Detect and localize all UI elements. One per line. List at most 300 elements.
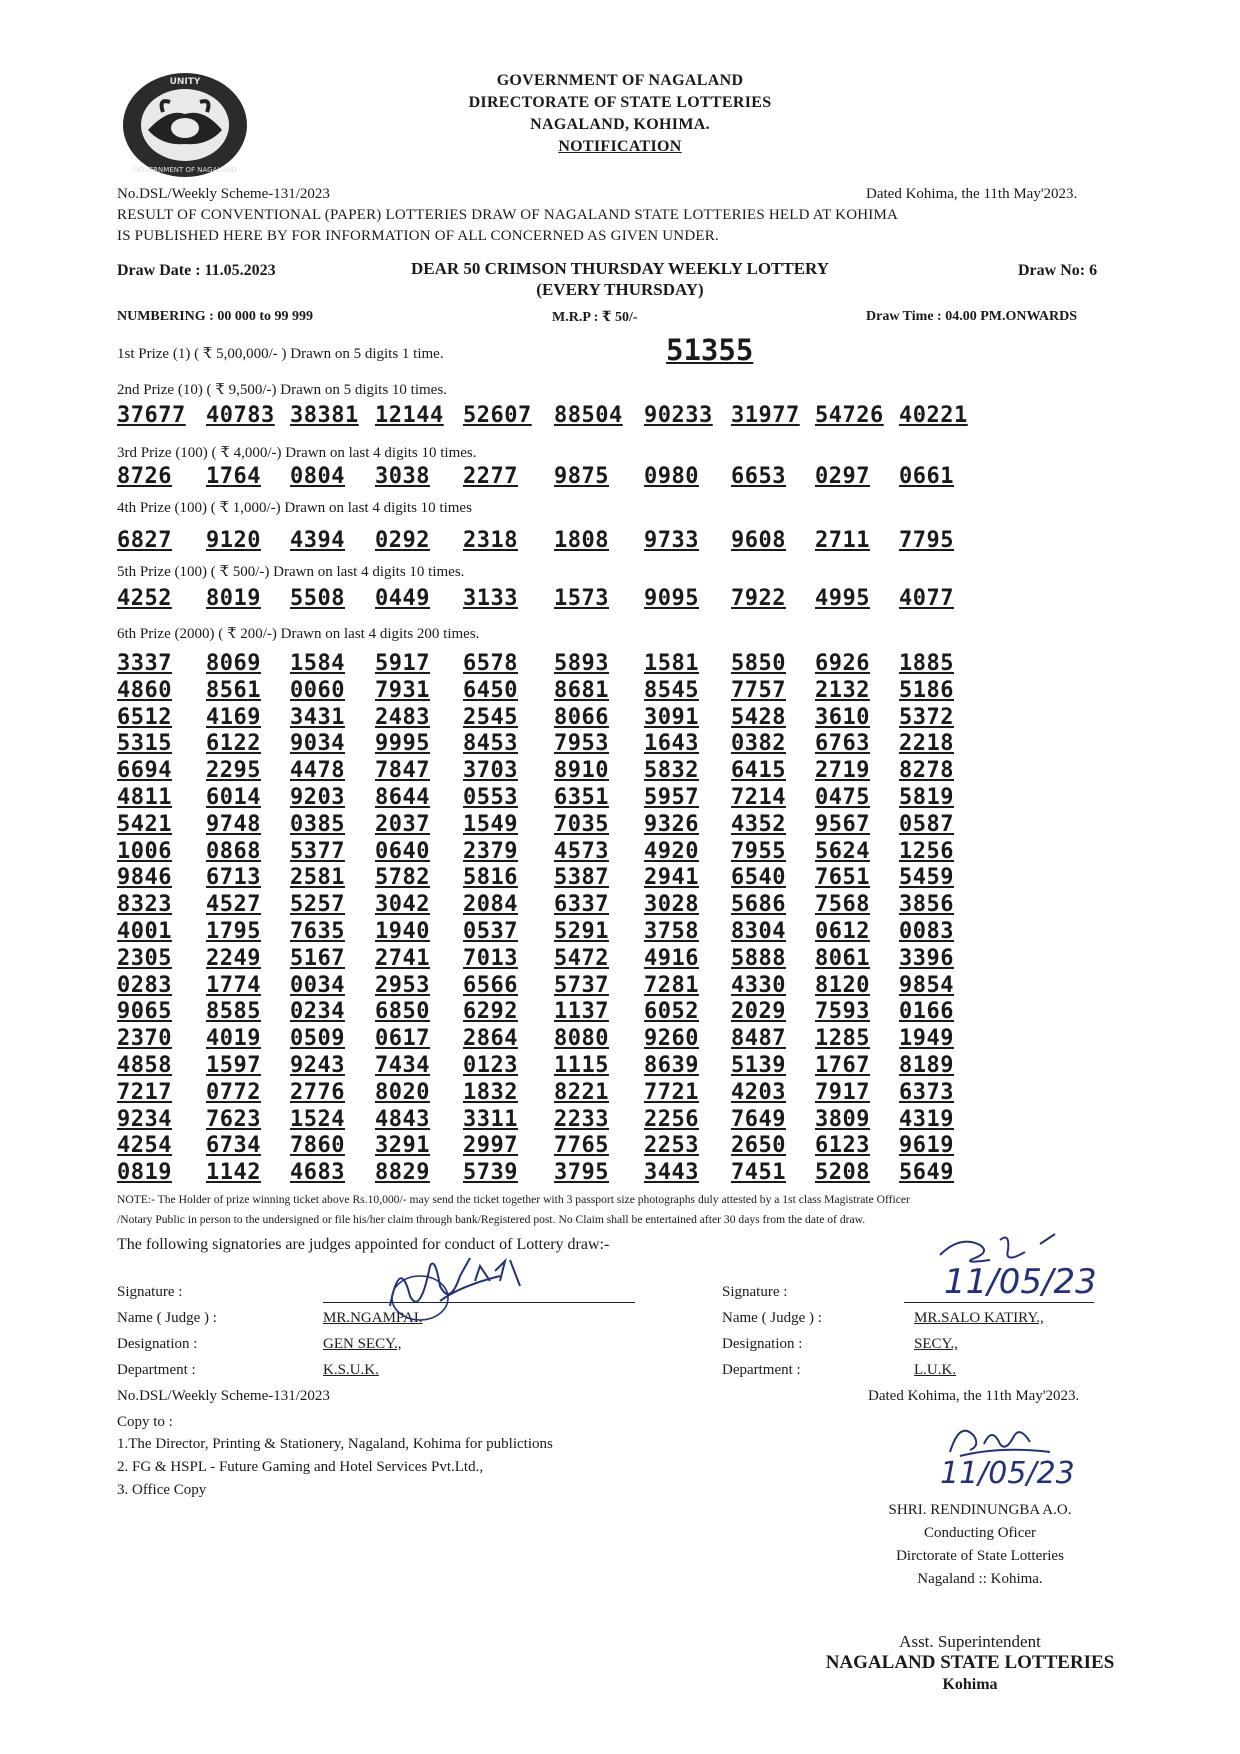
winning-number: 1832 <box>463 1079 518 1105</box>
winning-number: 6578 <box>463 651 518 676</box>
winning-number: 2233 <box>554 1106 609 1132</box>
winning-number: 8189 <box>899 1053 954 1078</box>
winning-number: 3038 <box>375 464 430 489</box>
winning-number: 9326 <box>644 811 699 837</box>
winning-number: 7623 <box>206 1106 261 1132</box>
winning-number: 2650 <box>731 1133 786 1159</box>
winning-number: 9608 <box>731 528 786 553</box>
winning-number: 7013 <box>463 945 518 971</box>
winning-number: 0385 <box>290 811 345 837</box>
result-statement-line1: RESULT OF CONVENTIONAL (PAPER) LOTTERIES DRAW OF NAGALAND STATE LOTTERIES HELD AT KOHIMA <box>117 207 899 223</box>
winning-number: 7035 <box>554 811 609 837</box>
header-location: NAGALAND, KOHIMA. <box>530 116 710 133</box>
winning-number: 0449 <box>375 586 430 611</box>
winning-number: 9065 <box>117 999 172 1025</box>
signature-line <box>904 1302 1094 1303</box>
winning-number: 7922 <box>731 586 786 611</box>
winning-number: 1643 <box>644 731 699 757</box>
winning-number: 5737 <box>554 972 609 998</box>
winning-number: 7847 <box>375 758 430 784</box>
winning-number: 8069 <box>206 651 261 676</box>
winning-number: 37677 <box>117 403 186 428</box>
winning-number: 3758 <box>644 919 699 944</box>
winning-number: 1137 <box>554 999 609 1025</box>
winning-number: 2218 <box>899 731 954 757</box>
winning-number: 40783 <box>206 403 275 428</box>
officer-department: Dirctorate of State Lotteries <box>896 1548 1064 1564</box>
winning-number: 7953 <box>554 731 609 757</box>
winning-number: 8304 <box>731 919 786 944</box>
copy-item-2: 2. FG & HSPL - Future Gaming and Hotel Services Pvt.Ltd., <box>117 1459 484 1475</box>
winning-number: 1808 <box>554 528 609 553</box>
winning-number: 0034 <box>290 972 345 998</box>
designation-label: Designation : <box>117 1336 198 1352</box>
winning-number: 2581 <box>290 865 345 891</box>
winning-number: 4843 <box>375 1106 430 1132</box>
winning-number: 8278 <box>899 758 954 784</box>
sixth-prize-label: 6th Prize (2000) ( ₹ 200/-) Drawn on last 4 digits 200 times. <box>117 626 480 642</box>
winning-number: 5893 <box>554 651 609 676</box>
winning-number: 2379 <box>463 838 518 864</box>
winning-number: 6373 <box>899 1079 954 1105</box>
winning-number: 7757 <box>731 677 786 703</box>
winning-number: 9995 <box>375 731 430 757</box>
winning-number: 4527 <box>206 892 261 918</box>
copy-to-label: Copy to : <box>117 1414 173 1430</box>
winning-number: 12144 <box>375 403 444 428</box>
winning-number: 5257 <box>290 892 345 918</box>
winning-number: 1885 <box>899 651 954 676</box>
winning-number: 6694 <box>117 758 172 784</box>
winning-number: 1795 <box>206 919 261 944</box>
winning-number: 0804 <box>290 464 345 489</box>
winning-number: 5291 <box>554 919 609 944</box>
lottery-title-sub: (EVERY THURSDAY) <box>536 280 704 299</box>
winning-number: 7593 <box>815 999 870 1025</box>
winning-number: 3431 <box>290 704 345 730</box>
winning-number: 4683 <box>290 1160 345 1186</box>
winning-number: 9846 <box>117 865 172 891</box>
winning-number: 8585 <box>206 999 261 1025</box>
winning-number: 1115 <box>554 1053 609 1078</box>
winning-number: 0234 <box>290 999 345 1025</box>
officer-name: SHRI. RENDINUNGBA A.O. <box>888 1502 1072 1518</box>
winning-number: 2029 <box>731 999 786 1025</box>
first-prize-number: 51355 <box>666 333 754 367</box>
winning-number: 8644 <box>375 785 430 810</box>
winning-number: 1774 <box>206 972 261 998</box>
signature-label: Signature : <box>117 1284 183 1300</box>
winning-number: 4858 <box>117 1053 172 1078</box>
winning-number: 5428 <box>731 704 786 730</box>
winning-number: 1256 <box>899 838 954 864</box>
winning-number: 5139 <box>731 1053 786 1078</box>
winning-number: 3133 <box>463 586 518 611</box>
winning-number: 7765 <box>554 1133 609 1159</box>
winning-number: 1142 <box>206 1160 261 1186</box>
winning-number: 1584 <box>290 651 345 676</box>
department-label: Department : <box>722 1362 801 1378</box>
winning-number: 2277 <box>463 464 518 489</box>
winning-number: 8120 <box>815 972 870 998</box>
winning-number: 5372 <box>899 704 954 730</box>
winning-number: 1581 <box>644 651 699 676</box>
winning-number: 6566 <box>463 972 518 998</box>
winning-number: 4860 <box>117 677 172 703</box>
winning-number: 8829 <box>375 1160 430 1186</box>
winning-number: 3396 <box>899 945 954 971</box>
winning-number: 2253 <box>644 1133 699 1159</box>
winning-number: 0083 <box>899 919 954 944</box>
government-seal-icon <box>118 68 252 182</box>
judges-intro: The following signatories are judges appointed for conduct of Lottery draw:- <box>117 1236 610 1253</box>
winning-number: 4001 <box>117 919 172 944</box>
handwritten-date-officer: 11/05/23 <box>940 1456 1075 1491</box>
winning-number: 1573 <box>554 586 609 611</box>
winning-number: 2483 <box>375 704 430 730</box>
winning-number: 5459 <box>899 865 954 891</box>
winning-number: 9095 <box>644 586 699 611</box>
winning-number: 5832 <box>644 758 699 784</box>
winning-number: 6292 <box>463 999 518 1025</box>
signature-label: Signature : <box>722 1284 788 1300</box>
winning-number: 5917 <box>375 651 430 676</box>
winning-number: 0868 <box>206 838 261 864</box>
winning-number: 8639 <box>644 1053 699 1078</box>
winning-number: 40221 <box>899 403 968 428</box>
winning-number: 6415 <box>731 758 786 784</box>
winning-number: 4319 <box>899 1106 954 1132</box>
winning-number: 6122 <box>206 731 261 757</box>
winning-number: 4573 <box>554 838 609 864</box>
winning-number: 3337 <box>117 651 172 676</box>
winning-number: 4916 <box>644 945 699 971</box>
judge-name: MR.SALO KATIRY., <box>914 1310 1044 1326</box>
winning-number: 0123 <box>463 1053 518 1078</box>
winning-number: 52607 <box>463 403 532 428</box>
winning-number: 9567 <box>815 811 870 837</box>
winning-number: 2318 <box>463 528 518 553</box>
winning-number: 9733 <box>644 528 699 553</box>
winning-number: 1940 <box>375 919 430 944</box>
winning-number: 0509 <box>290 1026 345 1052</box>
winning-number: 7568 <box>815 892 870 918</box>
winning-number: 0772 <box>206 1079 261 1105</box>
winning-number: 3703 <box>463 758 518 784</box>
winning-number: 0060 <box>290 677 345 703</box>
winning-number: 6713 <box>206 865 261 891</box>
second-prize-label: 2nd Prize (10) ( ₹ 9,500/-) Drawn on 5 digits 10 times. <box>117 382 447 398</box>
winning-number: 4019 <box>206 1026 261 1052</box>
copy-item-3: 3. Office Copy <box>117 1482 207 1498</box>
winning-number: 6052 <box>644 999 699 1025</box>
fifth-prize-label: 5th Prize (100) ( ₹ 500/-) Drawn on last 4 digits 10 times. <box>117 564 465 580</box>
winning-number: 3610 <box>815 704 870 730</box>
winning-number: 7281 <box>644 972 699 998</box>
winning-number: 6540 <box>731 865 786 891</box>
winning-number: 8453 <box>463 731 518 757</box>
winning-number: 0819 <box>117 1160 172 1186</box>
winning-number: 2084 <box>463 892 518 918</box>
winning-number: 9243 <box>290 1053 345 1078</box>
judge-name-label: Name ( Judge ) : <box>722 1310 822 1326</box>
winning-number: 2295 <box>206 758 261 784</box>
header-notification: NOTIFICATION <box>558 138 682 155</box>
winning-number: 1949 <box>899 1026 954 1052</box>
winning-number: 5167 <box>290 945 345 971</box>
winning-number: 0617 <box>375 1026 430 1052</box>
winning-number: 90233 <box>644 403 713 428</box>
winning-number: 7651 <box>815 865 870 891</box>
judge-department: K.S.U.K. <box>323 1362 379 1378</box>
winning-number: 5850 <box>731 651 786 676</box>
winning-number: 7217 <box>117 1079 172 1105</box>
header-government: GOVERNMENT OF NAGALAND <box>496 72 744 89</box>
winning-number: 8726 <box>117 464 172 489</box>
winning-number: 2249 <box>206 945 261 971</box>
winning-number: 5421 <box>117 811 172 837</box>
winning-number: 3809 <box>815 1106 870 1132</box>
winning-number: 5387 <box>554 865 609 891</box>
winning-number: 0980 <box>644 464 699 489</box>
officer-place: Nagaland :: Kohima. <box>917 1571 1043 1587</box>
judge-designation: GEN SECY., <box>323 1336 402 1352</box>
winning-number: 3291 <box>375 1133 430 1159</box>
header-directorate: DIRECTORATE OF STATE LOTTERIES <box>468 94 772 111</box>
claim-note-line2: /Notary Public in person to the undersigned or file his/her claim through bank/Registered post. No Claim shall be entertained after 30 days from the date of draw. <box>117 1213 866 1226</box>
winning-number: 2997 <box>463 1133 518 1159</box>
winning-number: 0640 <box>375 838 430 864</box>
winning-number: 7931 <box>375 677 430 703</box>
winning-number: 8910 <box>554 758 609 784</box>
winning-number: 2711 <box>815 528 870 553</box>
winning-number: 8487 <box>731 1026 786 1052</box>
winning-number: 2864 <box>463 1026 518 1052</box>
draw-date: Draw Date : 11.05.2023 <box>117 262 276 279</box>
winning-number: 9203 <box>290 785 345 810</box>
winning-number: 2256 <box>644 1106 699 1132</box>
winning-number: 54726 <box>815 403 884 428</box>
winning-number: 9234 <box>117 1106 172 1132</box>
svg-text:UNITY: UNITY <box>169 77 201 87</box>
winning-number: 2545 <box>463 704 518 730</box>
winning-number: 88504 <box>554 403 623 428</box>
winning-number: 6450 <box>463 677 518 703</box>
third-prize-label: 3rd Prize (100) ( ₹ 4,000/-) Drawn on last 4 digits 10 times. <box>117 445 477 461</box>
winning-number: 0292 <box>375 528 430 553</box>
winning-number: 0283 <box>117 972 172 998</box>
winning-number: 3091 <box>644 704 699 730</box>
winning-number: 2037 <box>375 811 430 837</box>
winning-number: 9875 <box>554 464 609 489</box>
winning-number: 8221 <box>554 1079 609 1105</box>
winning-number: 2741 <box>375 945 430 971</box>
footer-dated: Dated Kohima, the 11th May'2023. <box>868 1388 1080 1404</box>
winning-number: 5782 <box>375 865 430 891</box>
department-label: Department : <box>117 1362 196 1378</box>
judge-designation: SECY., <box>914 1336 958 1352</box>
claim-note-line1: NOTE:- The Holder of prize winning ticket above Rs.10,000/- may send the ticket together with 3 passport size photographs duly attested by a 1st class Magistrate Officer <box>117 1193 910 1206</box>
winning-number: 6653 <box>731 464 786 489</box>
winning-number: 8080 <box>554 1026 609 1052</box>
winning-number: 6763 <box>815 731 870 757</box>
winning-number: 6337 <box>554 892 609 918</box>
winning-number: 6123 <box>815 1133 870 1159</box>
judge-name: MR.NGAMPAI. <box>323 1310 423 1326</box>
winning-number: 9034 <box>290 731 345 757</box>
judge-name-label: Name ( Judge ) : <box>117 1310 217 1326</box>
claim-note <box>117 1190 1117 1230</box>
winning-number: 0553 <box>463 785 518 810</box>
footer-reference: No.DSL/Weekly Scheme-131/2023 <box>117 1388 330 1404</box>
stamp-line-1: Asst. Superintendent <box>899 1632 1041 1651</box>
winning-number: 4811 <box>117 785 172 810</box>
winning-number: 0537 <box>463 919 518 944</box>
winning-number: 4394 <box>290 528 345 553</box>
draw-number: Draw No: 6 <box>1018 262 1098 279</box>
winning-number: 4352 <box>731 811 786 837</box>
handwritten-signature-left <box>380 1246 530 1326</box>
dated-line: Dated Kohima, the 11th May'2023. <box>866 186 1078 202</box>
winning-number: 4077 <box>899 586 954 611</box>
winning-number: 5739 <box>463 1160 518 1186</box>
winning-number: 8323 <box>117 892 172 918</box>
winning-number: 7635 <box>290 919 345 944</box>
fourth-prize-label: 4th Prize (100) ( ₹ 1,000/-) Drawn on last 4 digits 10 times <box>117 500 472 516</box>
lottery-title-main: DEAR 50 CRIMSON THURSDAY WEEKLY LOTTERY <box>410 259 830 278</box>
winning-number: 1524 <box>290 1106 345 1132</box>
winning-number: 4169 <box>206 704 261 730</box>
svg-text:GOVERNMENT OF NAGALAND: GOVERNMENT OF NAGALAND <box>133 166 237 174</box>
numbering-range: NUMBERING : 00 000 to 99 999 <box>117 309 313 324</box>
winning-number: 1597 <box>206 1053 261 1078</box>
winning-number: 1006 <box>117 838 172 864</box>
winning-number: 2370 <box>117 1026 172 1052</box>
copy-item-1: 1.The Director, Printing & Stationery, Nagaland, Kohima for publictions <box>117 1436 553 1452</box>
winning-number: 3028 <box>644 892 699 918</box>
winning-number: 7860 <box>290 1133 345 1159</box>
winning-number: 4254 <box>117 1133 172 1159</box>
winning-number: 0661 <box>899 464 954 489</box>
winning-number: 5819 <box>899 785 954 810</box>
winning-number: 6734 <box>206 1133 261 1159</box>
winning-number: 6351 <box>554 785 609 810</box>
winning-number: 8061 <box>815 945 870 971</box>
winning-number: 2132 <box>815 677 870 703</box>
winning-number: 5508 <box>290 586 345 611</box>
winning-number: 9854 <box>899 972 954 998</box>
winning-number: 2953 <box>375 972 430 998</box>
winning-number: 8020 <box>375 1079 430 1105</box>
winning-number: 0297 <box>815 464 870 489</box>
winning-number: 4203 <box>731 1079 786 1105</box>
designation-label: Designation : <box>722 1336 803 1352</box>
winning-number: 5208 <box>815 1160 870 1186</box>
winning-number: 4478 <box>290 758 345 784</box>
winning-number: 7795 <box>899 528 954 553</box>
winning-number: 1285 <box>815 1026 870 1052</box>
winning-number: 7649 <box>731 1106 786 1132</box>
winning-number: 5816 <box>463 865 518 891</box>
winning-number: 0587 <box>899 811 954 837</box>
winning-number: 0612 <box>815 919 870 944</box>
winning-number: 8681 <box>554 677 609 703</box>
lottery-title <box>360 258 880 300</box>
winning-number: 7721 <box>644 1079 699 1105</box>
winning-number: 1549 <box>463 811 518 837</box>
winning-number: 7917 <box>815 1079 870 1105</box>
winning-number: 31977 <box>731 403 800 428</box>
winning-number: 9748 <box>206 811 261 837</box>
winning-number: 5888 <box>731 945 786 971</box>
winning-number: 7434 <box>375 1053 430 1078</box>
winning-number: 5686 <box>731 892 786 918</box>
winning-number: 2776 <box>290 1079 345 1105</box>
winning-number: 6926 <box>815 651 870 676</box>
winning-number: 1764 <box>206 464 261 489</box>
winning-number: 0166 <box>899 999 954 1025</box>
draw-time: Draw Time : 04.00 PM.ONWARDS <box>866 309 1078 324</box>
winning-number: 4330 <box>731 972 786 998</box>
winning-number: 5186 <box>899 677 954 703</box>
winning-number: 8561 <box>206 677 261 703</box>
stamp-line-3: Kohima <box>942 1676 998 1693</box>
winning-number: 6827 <box>117 528 172 553</box>
winning-number: 5957 <box>644 785 699 810</box>
winning-number: 7451 <box>731 1160 786 1186</box>
handwritten-signature-right <box>930 1230 1070 1270</box>
winning-number: 38381 <box>290 403 359 428</box>
winning-number: 7214 <box>731 785 786 810</box>
winning-number: 5315 <box>117 731 172 757</box>
winning-number: 8545 <box>644 677 699 703</box>
winning-number: 3042 <box>375 892 430 918</box>
winning-number: 6850 <box>375 999 430 1025</box>
mrp-price: M.R.P : ₹ 50/- <box>552 310 638 325</box>
winning-number: 9120 <box>206 528 261 553</box>
first-prize-label: 1st Prize (1) ( ₹ 5,00,000/- ) Drawn on 5 digits 1 time. <box>117 346 444 362</box>
winning-number: 3311 <box>463 1106 518 1132</box>
winning-number: 8066 <box>554 704 609 730</box>
winning-number: 8019 <box>206 586 261 611</box>
winning-number: 2305 <box>117 945 172 971</box>
winning-number: 3856 <box>899 892 954 918</box>
winning-number: 2941 <box>644 865 699 891</box>
result-statement-line2: IS PUBLISHED HERE BY FOR INFORMATION OF ALL CONCERNED AS GIVEN UNDER. <box>117 228 719 244</box>
winning-number: 5624 <box>815 838 870 864</box>
winning-number: 4920 <box>644 838 699 864</box>
winning-number: 6512 <box>117 704 172 730</box>
winning-number: 9619 <box>899 1133 954 1159</box>
winning-number: 1767 <box>815 1053 870 1078</box>
winning-number: 2719 <box>815 758 870 784</box>
stamp-line-2: NAGALAND STATE LOTTERIES <box>825 1652 1115 1673</box>
winning-number: 0475 <box>815 785 870 810</box>
judge-department: L.U.K. <box>914 1362 957 1378</box>
winning-number: 9260 <box>644 1026 699 1052</box>
winning-number: 5472 <box>554 945 609 971</box>
winning-number: 6014 <box>206 785 261 810</box>
handwritten-date-right: 11/05/23 <box>944 1262 1097 1302</box>
winning-number: 5649 <box>899 1160 954 1186</box>
winning-number: 4995 <box>815 586 870 611</box>
winning-number: 5377 <box>290 838 345 864</box>
winning-number: 0382 <box>731 731 786 757</box>
winning-number: 3443 <box>644 1160 699 1186</box>
winning-number: 4252 <box>117 586 172 611</box>
winning-number: 3795 <box>554 1160 609 1186</box>
officer-title: Conducting Oficer <box>923 1525 1037 1541</box>
